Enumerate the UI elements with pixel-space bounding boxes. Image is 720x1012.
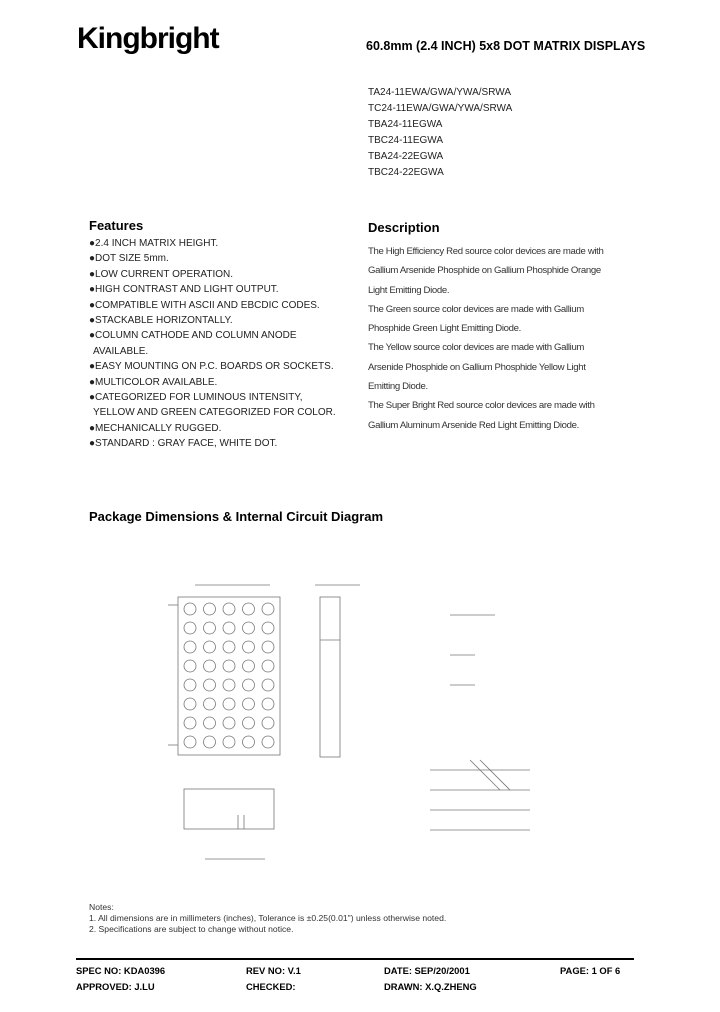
matrix-dot [243,603,255,615]
package-dimensions-diagram [150,545,570,875]
spec-no: SPEC NO: KDA0396 [76,965,166,976]
kingbright-logo: Kingbright [77,22,219,55]
part-number: TBC24-11EGWA [368,135,444,146]
matrix-dot [223,603,235,615]
side-view-drawing [315,585,360,757]
rev-no: REV NO: V.1 [246,965,301,976]
matrix-dot [243,622,255,634]
feature-item: ●EASY MOUNTING ON P.C. BOARDS OR SOCKETS. [89,361,334,373]
matrix-dot [184,603,196,615]
matrix-dot [184,698,196,710]
feature-item-continuation: AVAILABLE. [93,345,149,357]
front-view-drawing [168,585,280,859]
feature-item: ●MECHANICALLY RUGGED. [89,422,222,434]
matrix-dot [184,622,196,634]
matrix-dot [204,698,216,710]
matrix-dot [223,641,235,653]
note-item: 2. Specifications are subject to change without notice. [89,923,294,934]
matrix-dot [262,660,274,672]
feature-item: ●COLUMN CATHODE AND COLUMN ANODE [89,330,297,342]
matrix-dot [184,660,196,672]
matrix-dot [204,622,216,634]
matrix-dot [262,717,274,729]
matrix-dot [184,679,196,691]
description-line: Phosphide Green Light Emitting Diode. [368,323,521,335]
package-heading: Package Dimensions & Internal Circuit Diagram [89,509,384,524]
description-line: The Green source color devices are made with Gallium [368,303,584,315]
matrix-dot [223,698,235,710]
document-title: 60.8mm (2.4 INCH) 5x8 DOT MATRIX DISPLAYS [366,39,646,53]
feature-item: ●LOW CURRENT OPERATION. [89,268,234,280]
footer-divider [76,958,634,960]
feature-item: ●MULTICOLOR AVAILABLE. [89,376,218,388]
matrix-dot [204,641,216,653]
matrix-dot [243,679,255,691]
feature-item-continuation: YELLOW AND GREEN CATEGORIZED FOR COLOR. [93,407,336,419]
matrix-dot [243,698,255,710]
part-number: TBC24-22EGWA [368,167,444,178]
matrix-dot [223,622,235,634]
feature-item: ●DOT SIZE 5mm. [89,253,169,265]
matrix-dot [262,679,274,691]
description-line: Emitting Diode. [368,381,428,393]
description-line: The Yellow source color devices are made with Gallium [368,342,585,354]
matrix-dot [223,717,235,729]
part-number: TA24-11EWA/GWA/YWA/SRWA [368,87,511,98]
matrix-dot [223,679,235,691]
part-number: TBA24-11EGWA [368,119,443,130]
notes-title: Notes: [89,902,114,912]
feature-item: ●2.4 INCH MATRIX HEIGHT. [89,238,219,249]
matrix-dot [204,736,216,748]
matrix-dot [243,736,255,748]
matrix-dot [204,660,216,672]
internal-circuit-diagram [430,615,530,830]
matrix-dot [243,641,255,653]
description-line: The Super Bright Red source color devices are made with [368,400,595,412]
feature-item: ●COMPATIBLE WITH ASCII AND EBCDIC CODES. [89,299,320,311]
matrix-dot [204,717,216,729]
matrix-dot [262,641,274,653]
features-heading: Features [89,218,144,233]
matrix-dot [204,603,216,615]
note-item: 1. All dimensions are in millimeters (inches), Tolerance is ±0.25(0.01") unless otherwise noted. [89,912,447,923]
feature-item: ●STACKABLE HORIZONTALLY. [89,315,233,327]
description-line: Arsenide Phosphide on Gallium Phosphide Yellow Light [368,361,586,373]
approved-by: APPROVED: J.LU [76,981,155,992]
page-number: PAGE: 1 OF 6 [560,965,621,976]
matrix-dot [223,660,235,672]
notes [89,902,446,934]
matrix-dot [223,736,235,748]
matrix-dot [184,641,196,653]
description-heading: Description [368,220,440,235]
feature-item: ●STANDARD : GRAY FACE, WHITE DOT. [89,438,278,450]
feature-item: ●HIGH CONTRAST AND LIGHT OUTPUT. [89,284,279,296]
matrix-dot [184,717,196,729]
part-number: TBA24-22EGWA [368,151,444,162]
description-text [368,242,618,435]
drawn-by: DRAWN: X.Q.ZHENG [384,981,477,992]
matrix-dot [262,603,274,615]
matrix-dot [243,660,255,672]
matrix-dot [262,698,274,710]
date: DATE: SEP/20/2001 [384,965,470,976]
description-line: Gallium Aluminum Arsenide Red Light Emitting Diode. [368,419,579,431]
matrix-dot [262,622,274,634]
features-list [89,236,359,452]
matrix-dot [262,736,274,748]
matrix-dot [243,717,255,729]
part-number-list [368,85,512,181]
description-line: Gallium Arsenide Phosphide on Gallium Phosphide Orange [368,265,601,277]
part-number: TC24-11EWA/GWA/YWA/SRWA [368,103,513,114]
feature-item: ●CATEGORIZED FOR LUMINOUS INTENSITY, [89,392,303,404]
checked-by: CHECKED: [246,981,296,992]
matrix-dot [184,736,196,748]
matrix-dot [204,679,216,691]
description-line: The High Efficiency Red source color devices are made with [368,246,604,257]
description-line: Light Emitting Diode. [368,284,450,296]
